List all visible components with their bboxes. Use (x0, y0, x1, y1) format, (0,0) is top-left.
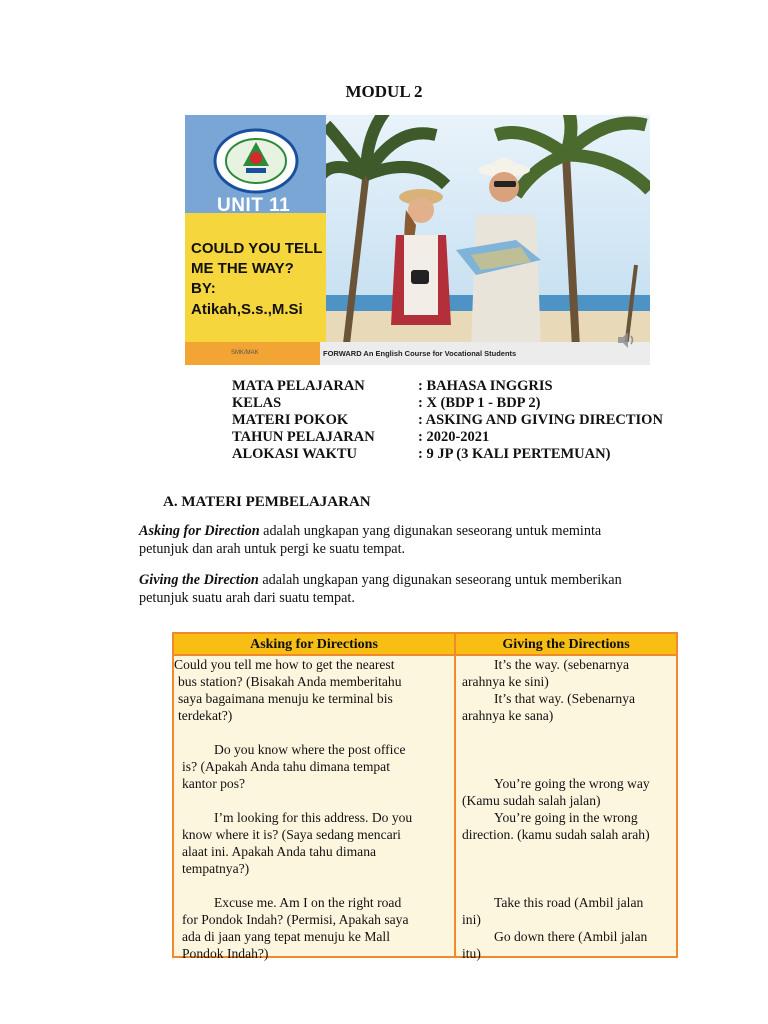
term-giving: Giving the Direction (139, 572, 259, 588)
asking-line: terdekat?) (178, 708, 233, 723)
term-asking: Asking for Direction (139, 523, 260, 539)
giving-line: It’s that way. (Sebenarnya (494, 691, 636, 706)
asking-line: ada di jaan yang tepat menuju ke Mall (182, 929, 390, 944)
info-value: : 9 JP (3 KALI PERTEMUAN) (418, 446, 611, 462)
giving-line: You’re going the wrong way (494, 776, 650, 791)
paragraph-asking (139, 522, 679, 558)
banner-headline (191, 239, 331, 299)
giving-line: itu) (462, 946, 481, 961)
giving-line: Go down there (Ambil jalan (494, 929, 648, 944)
info-label: KELAS (232, 395, 282, 411)
asking-line: tempatnya?) (182, 861, 250, 876)
asking-line: know where it is? (Saya sedang mencari (182, 827, 401, 842)
headline-line: ME THE WAY? (191, 260, 294, 277)
info-label: MATA PELAJARAN (232, 378, 365, 394)
paragraph-line: petunjuk suatu arah dari suatu tempat. (139, 590, 355, 606)
speaker-icon[interactable] (615, 329, 637, 351)
giving-line: arahnya ke sini) (462, 674, 549, 689)
giving-line: direction. (kamu sudah salah arah) (462, 827, 650, 842)
asking-line: for Pondok Indah? (Permisi, Apakah saya (182, 912, 409, 927)
module-banner (185, 115, 650, 365)
giving-line: Take this road (Ambil jalan (494, 895, 644, 910)
info-value: : BAHASA INGGRIS (418, 378, 553, 394)
table-row (173, 655, 677, 957)
banner-author: Atikah,S.s.,M.Si (191, 301, 303, 318)
column-header-asking: Asking for Directions (173, 633, 455, 655)
asking-line: saya bagaimana menuju ke terminal bis (178, 691, 393, 706)
giving-line: You’re going in the wrong (494, 810, 638, 825)
paragraph-line: petunjuk dan arah untuk pergi ke suatu tempat. (139, 541, 406, 557)
asking-line: I’m looking for this address. Do you (214, 810, 413, 825)
asking-line: kantor pos? (182, 776, 246, 791)
info-label: MATERI POKOK (232, 412, 349, 428)
headline-line: COULD YOU TELL (191, 240, 323, 257)
info-value: : X (BDP 1 - BDP 2) (418, 395, 541, 411)
giving-line: arahnya ke sana) (462, 708, 554, 723)
definition-text: adalah ungkapan yang digunakan seseorang untuk memberikan (258, 572, 622, 588)
footer-course: FORWARD An English Course for Vocational Students (323, 349, 517, 358)
giving-line: ini) (462, 912, 481, 927)
definition-text: adalah ungkapan yang digunakan seseorang untuk meminta (259, 523, 602, 539)
banner-footer (185, 342, 650, 365)
footer-level: SMK/MAK (231, 350, 259, 356)
directions-table (172, 632, 678, 961)
giving-line: (Kamu sudah salah jalan) (462, 793, 601, 808)
school-logo (213, 128, 299, 194)
asking-line: bus station? (Bisakah Anda memberitahu (178, 674, 402, 689)
paragraph-line (139, 522, 679, 540)
info-value: : 2020-2021 (418, 429, 490, 445)
giving-line: It’s the way. (sebenarnya (494, 657, 630, 672)
info-label: TAHUN PELAJARAN (232, 429, 375, 445)
asking-line: is? (Apakah Anda tahu dimana tempat (182, 759, 390, 774)
unit-label: UNIT 11 (217, 195, 291, 216)
section-heading: A. MATERI PEMBELAJARAN (163, 494, 371, 510)
asking-line: Excuse me. Am I on the right road (214, 895, 402, 910)
info-label: ALOKASI WAKTU (232, 446, 358, 462)
asking-cell (173, 655, 455, 961)
travelers-photo (326, 115, 650, 348)
paragraph-line (139, 571, 679, 589)
table-header-row (173, 633, 677, 655)
asking-line: Pondok Indah?) (182, 946, 269, 961)
asking-line: Do you know where the post office (214, 742, 406, 757)
paragraph-giving (139, 571, 679, 607)
column-header-giving: Giving the Directions (455, 633, 677, 655)
headline-line: BY: (191, 280, 216, 297)
giving-cell (455, 655, 677, 961)
asking-line: alaat ini. Apakah Anda tahu dimana (182, 844, 377, 859)
asking-line: Could you tell me how to get the nearest (174, 657, 395, 672)
page-title: MODUL 2 (345, 82, 423, 101)
info-value: : ASKING AND GIVING DIRECTION (418, 412, 663, 428)
